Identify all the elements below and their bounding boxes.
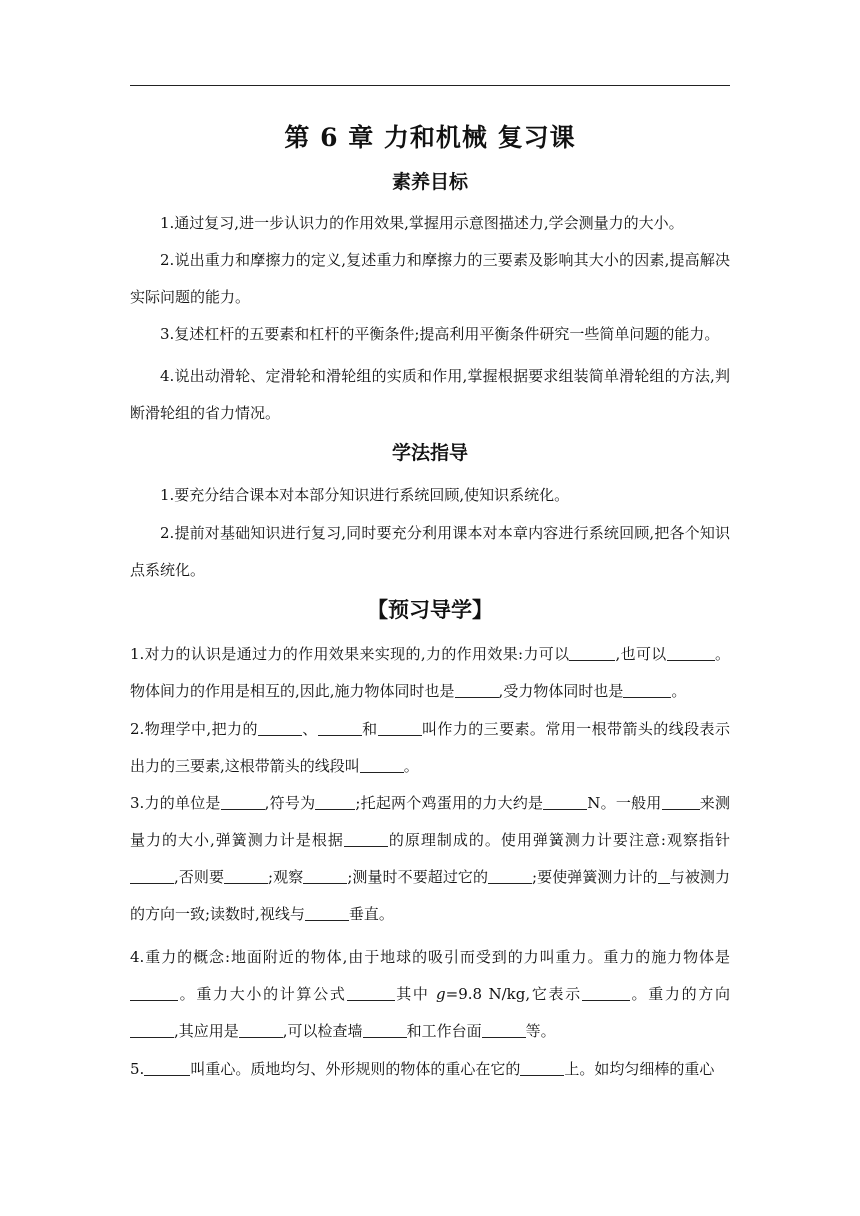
blank[interactable] bbox=[305, 904, 349, 921]
goal-item: 1.通过复习,进一步认识力的作用效果,掌握用示意图描述力,学会测量力的大小。 bbox=[160, 214, 684, 232]
blank[interactable] bbox=[378, 719, 422, 736]
blank[interactable] bbox=[130, 867, 174, 884]
header-rule bbox=[130, 85, 730, 86]
g-symbol: g bbox=[436, 985, 446, 1003]
q4-text: ,可以检查墙 bbox=[282, 1022, 363, 1040]
blank[interactable] bbox=[344, 830, 388, 847]
q4-text: 其中 bbox=[394, 985, 437, 1003]
blank[interactable] bbox=[130, 984, 178, 1001]
q3-text: 垂直。 bbox=[348, 905, 394, 923]
method-heading: 学法指导 bbox=[391, 442, 468, 464]
blank[interactable] bbox=[455, 681, 499, 698]
blank[interactable] bbox=[224, 867, 268, 884]
question-5 bbox=[130, 1051, 730, 1088]
blank[interactable] bbox=[363, 1021, 407, 1038]
q2-text: 和 bbox=[361, 720, 378, 738]
goals-heading: 素养目标 bbox=[391, 171, 468, 193]
q3-text: ;要使弹簧测力计的 bbox=[532, 868, 658, 886]
preview-heading: 【预习导学】 bbox=[367, 597, 493, 622]
q3-text: ,符号为 bbox=[264, 794, 316, 812]
blank[interactable] bbox=[569, 644, 615, 661]
q2-text: 、 bbox=[301, 720, 318, 738]
blank[interactable] bbox=[318, 719, 362, 736]
blank[interactable] bbox=[221, 793, 265, 810]
q3-text: ;测量时不要超过它的 bbox=[347, 868, 489, 886]
method-item: 1.要充分结合课本对本部分知识进行系统回顾,使知识系统化。 bbox=[160, 486, 570, 504]
q5-text: 叫重心。质地均匀、外形规则的物体的重心在它的 bbox=[190, 1060, 521, 1078]
question-1 bbox=[130, 636, 730, 710]
blank[interactable] bbox=[303, 867, 347, 884]
blank[interactable] bbox=[520, 1059, 564, 1076]
q3-text: ;观察 bbox=[268, 868, 304, 886]
blank[interactable] bbox=[144, 1059, 190, 1076]
q1-text: 。物体间力的作用是相互的,因此,施力物体同时也是 bbox=[130, 645, 730, 700]
method-item: 2.提前对基础知识进行复习,同时要充分利用课本对本章内容进行系统回顾,把各个知识点系统化。 bbox=[130, 524, 730, 579]
blank[interactable] bbox=[662, 793, 700, 810]
blank[interactable] bbox=[258, 719, 302, 736]
q4-text: 。重力的方向 bbox=[629, 985, 730, 1003]
q4-text: =9.8 N/kg,它表示 bbox=[445, 985, 582, 1003]
q4-text: 。重力大小的计算公式 bbox=[178, 985, 347, 1003]
q2-text: 叫作力的三要素。常用一根带箭头的线段表示出力的三要素,这根带箭头的线段叫 bbox=[130, 720, 730, 775]
q4-text: ,其应用是 bbox=[174, 1022, 239, 1040]
blank[interactable] bbox=[130, 1021, 174, 1038]
q2-text: 2.物理学中,把力的 bbox=[130, 720, 258, 738]
goal-item: 4.说出动滑轮、定滑轮和滑轮组的实质和作用,掌握根据要求组装简单滑轮组的方法,判断滑轮组的省力情况。 bbox=[130, 367, 730, 422]
q3-text: 的原理制成的。使用弹簧测力计要注意:观察指针 bbox=[387, 831, 730, 849]
blank[interactable] bbox=[543, 793, 587, 810]
question-4 bbox=[130, 939, 730, 1050]
q3-text: N。一般用 bbox=[587, 794, 662, 812]
q3-text: 与被测力的方向一致;读数时,视线与 bbox=[130, 868, 730, 923]
q4-text: 4.重力的概念:地面附近的物体,由于地球的吸引而受到的力叫重力。重力的施力物体是 bbox=[130, 948, 730, 966]
q1-text: 1.对力的认识是通过力的作用效果来实现的,力的作用效果:力可以 bbox=[130, 645, 570, 663]
q1-text: 。 bbox=[671, 682, 687, 700]
blank[interactable] bbox=[667, 644, 715, 661]
q2-text: 。 bbox=[403, 757, 419, 775]
question-2 bbox=[130, 711, 730, 785]
blank[interactable] bbox=[482, 1021, 526, 1038]
q1-text: ,也可以 bbox=[615, 645, 667, 663]
blank[interactable] bbox=[239, 1021, 283, 1038]
blank[interactable] bbox=[360, 756, 404, 773]
q4-text: 和工作台面 bbox=[406, 1022, 482, 1040]
blank[interactable] bbox=[315, 793, 355, 810]
q3-text: 来测量力的大小,弹簧测力计是根据 bbox=[130, 794, 730, 849]
blank[interactable] bbox=[623, 681, 671, 698]
q1-text: ,受力物体同时也是 bbox=[498, 682, 624, 700]
page-title: 第 6 章 力和机械 复习课 bbox=[284, 123, 576, 152]
q3-text: 3.力的单位是 bbox=[130, 794, 221, 812]
q5-text: 上。如均匀细棒的重心 bbox=[564, 1060, 715, 1078]
blank[interactable] bbox=[658, 867, 670, 884]
goal-item: 3.复述杠杆的五要素和杠杆的平衡条件;提高利用平衡条件研究一些简单问题的能力。 bbox=[160, 325, 720, 343]
blank[interactable] bbox=[347, 984, 395, 1001]
q4-text: 等。 bbox=[525, 1022, 556, 1040]
blank[interactable] bbox=[488, 867, 532, 884]
q3-text: ;托起两个鸡蛋用的力大约是 bbox=[355, 794, 544, 812]
question-3 bbox=[130, 785, 730, 933]
goal-item: 2.说出重力和摩擦力的定义,复述重力和摩擦力的三要素及影响其大小的因素,提高解决实际问题的能力。 bbox=[130, 251, 730, 306]
q3-text: ,否则要 bbox=[174, 868, 225, 886]
blank[interactable] bbox=[582, 984, 630, 1001]
q5-text: 5. bbox=[130, 1060, 145, 1078]
